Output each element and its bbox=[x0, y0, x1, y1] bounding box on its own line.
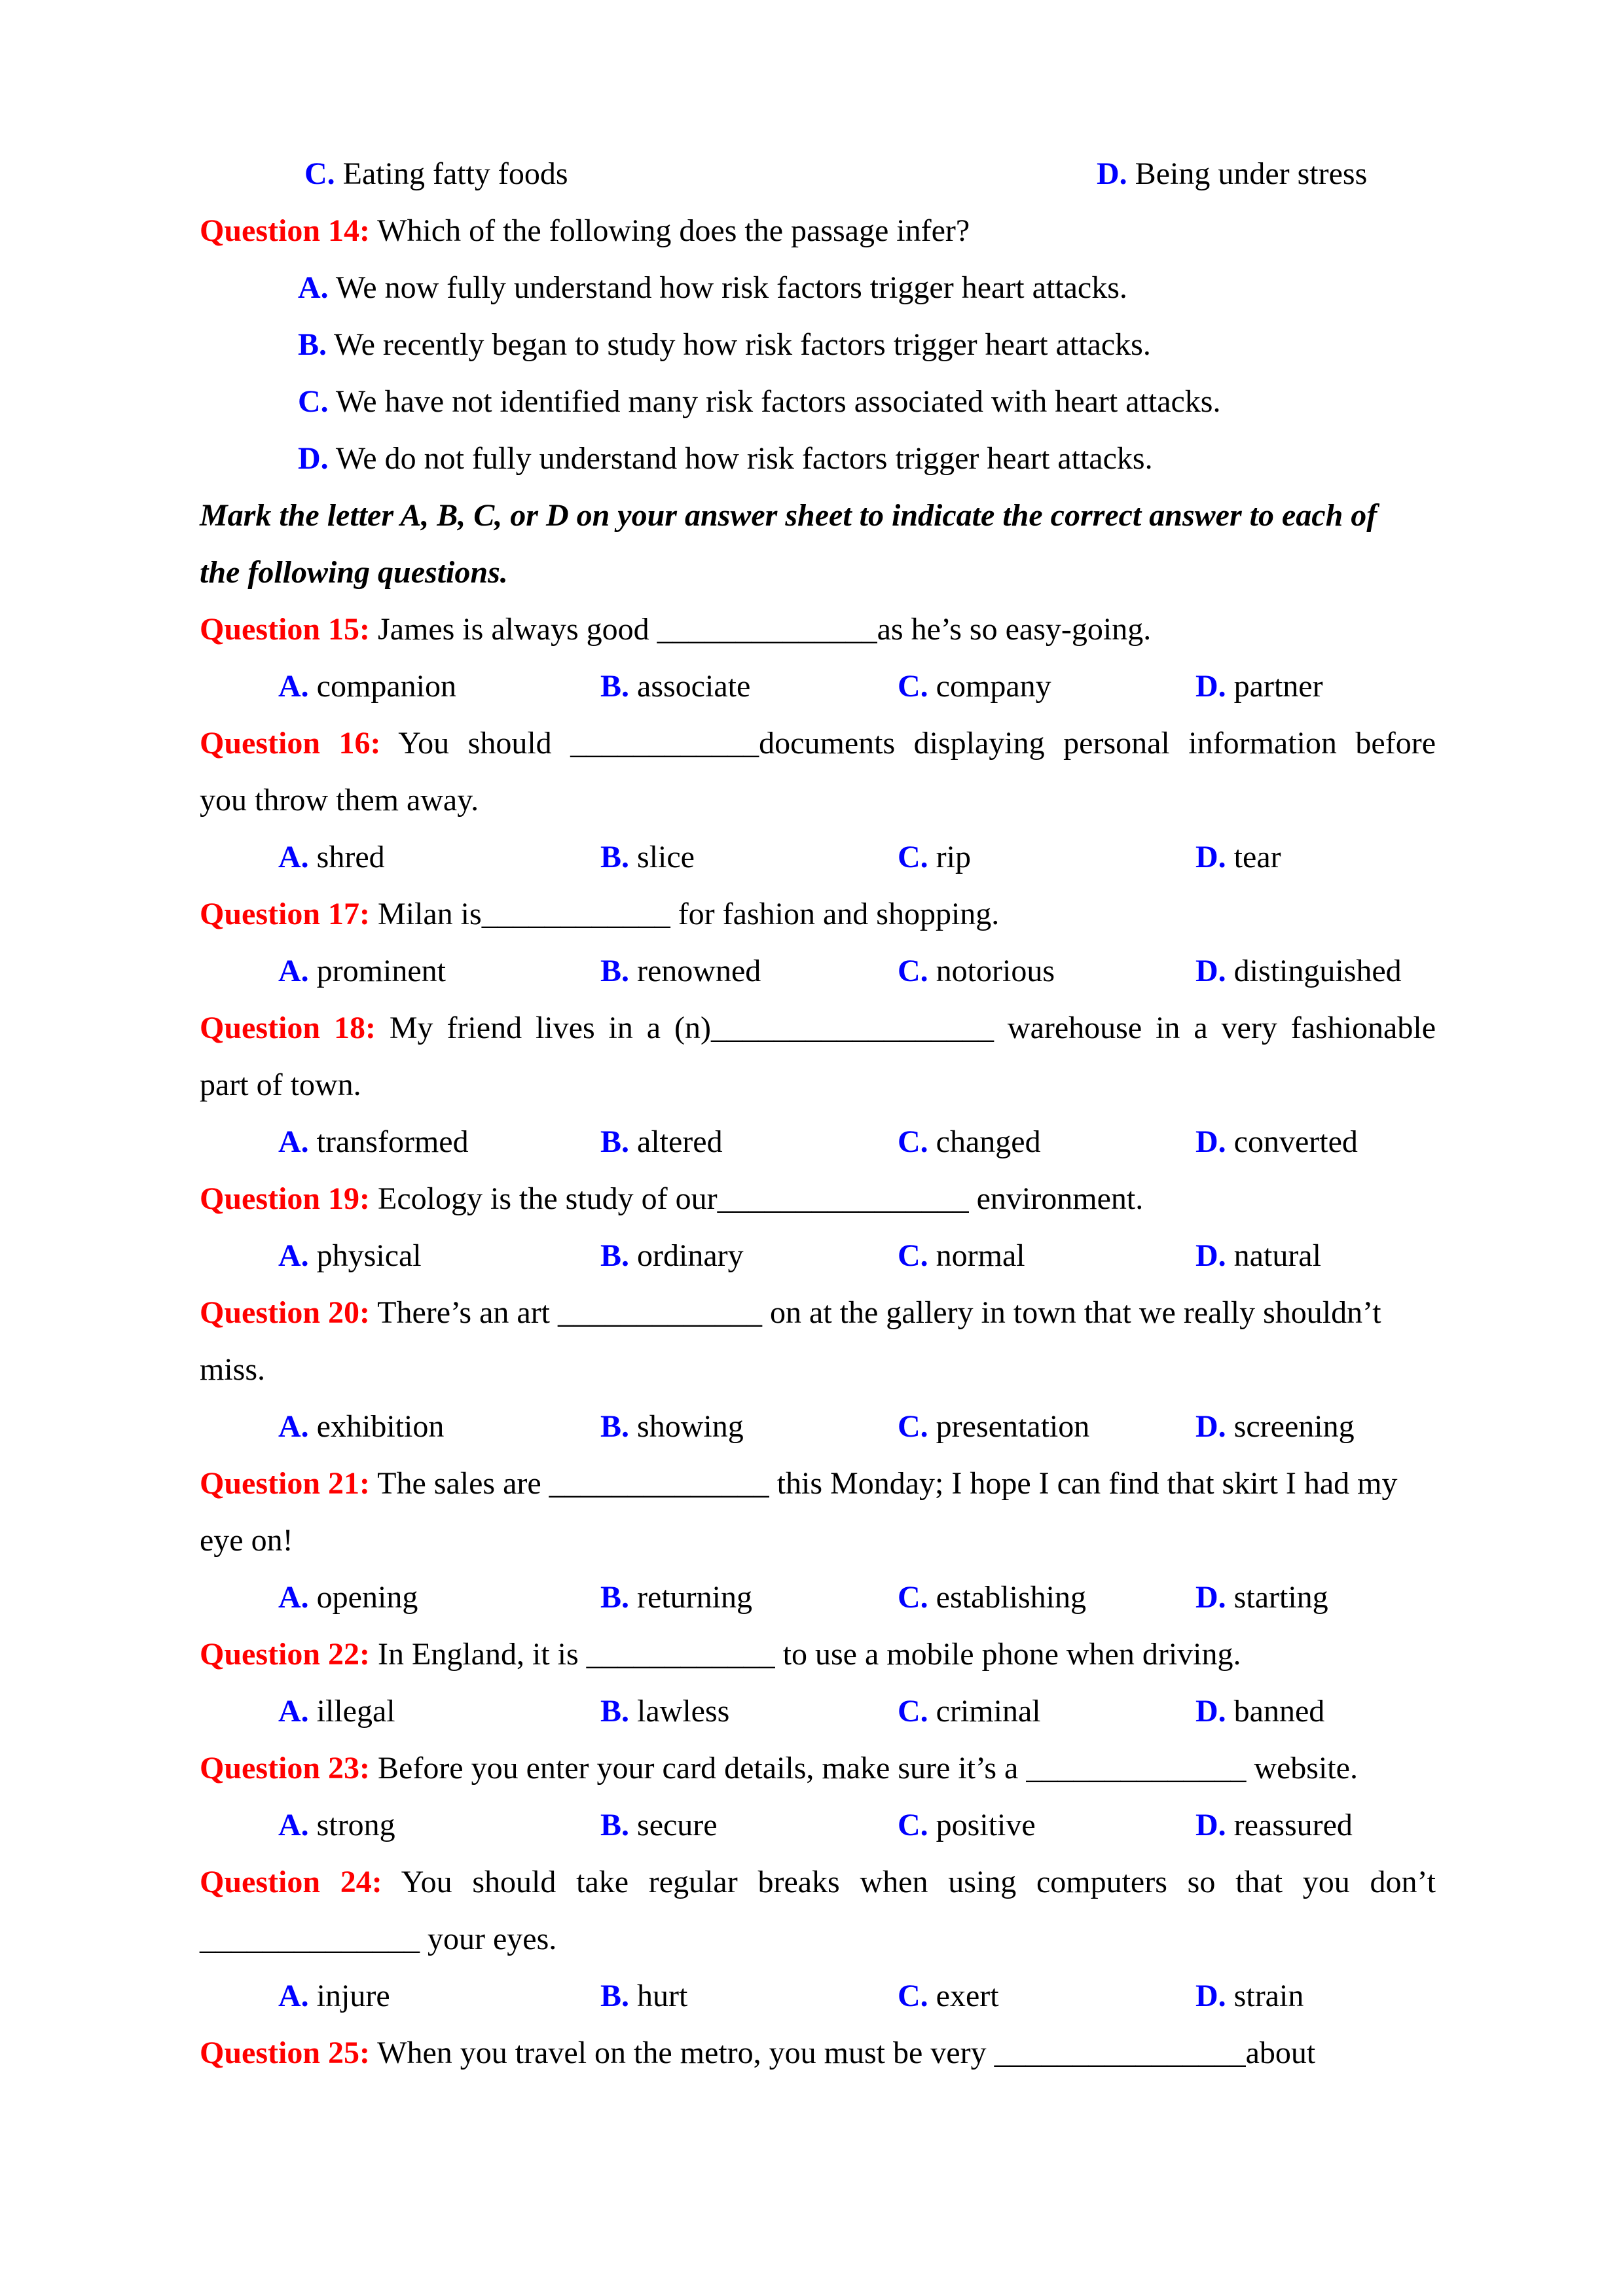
q18-option-a-text: transformed bbox=[316, 1124, 469, 1159]
q14-option-d bbox=[298, 430, 1623, 487]
q21-option-a-letter: A. bbox=[278, 1580, 309, 1615]
q15-option-d-letter: D. bbox=[1195, 669, 1226, 704]
q15-text: James is always good ______________as he’s so easy-going. bbox=[378, 612, 1152, 647]
q17-option-a bbox=[278, 942, 446, 999]
q21-text-1: The sales are ______________ this Monday; I hope I can find that skirt I had my bbox=[377, 1466, 1398, 1501]
q23-option-a-text: strong bbox=[316, 1808, 395, 1842]
q23-label: Question 23: bbox=[200, 1751, 371, 1785]
q22-option-a-text: illegal bbox=[316, 1694, 395, 1729]
q14-option-a-letter: A. bbox=[298, 270, 329, 305]
q23-options-row bbox=[0, 1797, 1623, 1854]
q16-option-b-text: slice bbox=[637, 840, 695, 874]
q24-option-c-text: exert bbox=[936, 1979, 999, 2013]
q13-option-c-letter: C. bbox=[304, 156, 335, 191]
q25-text: When you travel on the metro, you must be very ________________about bbox=[377, 2036, 1316, 2070]
q20-option-d bbox=[1195, 1398, 1355, 1455]
q18-option-d-text: converted bbox=[1233, 1124, 1358, 1159]
q19-option-b-text: ordinary bbox=[637, 1238, 744, 1273]
q20-question-line-1 bbox=[200, 1284, 1623, 1341]
q22-option-c-letter: C. bbox=[898, 1694, 928, 1729]
q22-option-c-text: criminal bbox=[936, 1694, 1041, 1729]
q20-option-a-text: exhibition bbox=[316, 1409, 445, 1444]
q23-option-b-letter: B. bbox=[600, 1808, 630, 1842]
q14-option-d-text: We do not fully understand how risk factors trigger heart attacks. bbox=[335, 441, 1153, 476]
q15-options-row bbox=[0, 658, 1623, 715]
q19-option-d bbox=[1195, 1227, 1321, 1284]
q14-question-line bbox=[200, 202, 1623, 259]
q25-label: Question 25: bbox=[200, 2036, 371, 2070]
q16-option-d bbox=[1195, 829, 1281, 886]
q21-question-line-2: eye on! bbox=[200, 1523, 293, 1558]
q22-option-b-letter: B. bbox=[600, 1694, 630, 1729]
q21-option-d bbox=[1195, 1569, 1328, 1626]
q20-option-c-text: presentation bbox=[936, 1409, 1090, 1444]
q18-option-d bbox=[1195, 1113, 1358, 1170]
q14-option-b-text: We recently began to study how risk factors trigger heart attacks. bbox=[334, 327, 1151, 362]
q17-option-c-text: notorious bbox=[936, 954, 1055, 988]
q17-option-a-letter: A. bbox=[278, 954, 309, 988]
q23-option-c bbox=[898, 1797, 1036, 1854]
q23-option-d-text: reassured bbox=[1233, 1808, 1353, 1842]
q17-option-b-text: renowned bbox=[637, 954, 761, 988]
q15-option-c-letter: C. bbox=[898, 669, 928, 704]
q20-options-row bbox=[0, 1398, 1623, 1455]
q16-label: Question 16: bbox=[200, 726, 381, 761]
q23-option-d-letter: D. bbox=[1195, 1808, 1226, 1842]
q19-option-a-letter: A. bbox=[278, 1238, 309, 1273]
q19-option-d-letter: D. bbox=[1195, 1238, 1226, 1273]
q21-options-row bbox=[0, 1569, 1623, 1626]
q21-option-c bbox=[898, 1569, 1086, 1626]
q16-options-row bbox=[0, 829, 1623, 886]
q23-text: Before you enter your card details, make sure it’s a ______________ website. bbox=[378, 1751, 1358, 1785]
q21-question-line-1 bbox=[200, 1455, 1623, 1512]
q19-option-a bbox=[278, 1227, 422, 1284]
q18-option-c bbox=[898, 1113, 1041, 1170]
q21-option-b bbox=[600, 1569, 752, 1626]
q17-text: Milan is____________ for fashion and shopping. bbox=[378, 897, 1000, 931]
q20-option-b bbox=[600, 1398, 744, 1455]
q20-option-d-text: screening bbox=[1233, 1409, 1355, 1444]
q22-label: Question 22: bbox=[200, 1637, 371, 1672]
q14-option-b-letter: B. bbox=[298, 327, 327, 362]
q16-option-d-letter: D. bbox=[1195, 840, 1226, 874]
q22-option-b bbox=[600, 1683, 729, 1740]
q23-option-b-text: secure bbox=[637, 1808, 718, 1842]
q22-option-d-letter: D. bbox=[1195, 1694, 1226, 1729]
q24-option-b-letter: B. bbox=[600, 1979, 630, 2013]
q15-option-d-text: partner bbox=[1233, 669, 1323, 704]
q24-option-c bbox=[898, 1967, 999, 2024]
q13-option-d-letter: D. bbox=[1097, 156, 1127, 191]
q23-question-line bbox=[200, 1740, 1623, 1797]
q25-question-line bbox=[200, 2024, 1623, 2081]
q13-option-c bbox=[304, 145, 568, 202]
q18-options-row bbox=[0, 1113, 1623, 1170]
q17-option-b bbox=[600, 942, 761, 999]
q18-option-a bbox=[278, 1113, 469, 1170]
q21-option-a-text: opening bbox=[316, 1580, 418, 1615]
q18-option-c-text: changed bbox=[936, 1124, 1041, 1159]
q22-options-row bbox=[0, 1683, 1623, 1740]
q14-label: Question 14: bbox=[200, 213, 371, 248]
q21-option-b-letter: B. bbox=[600, 1580, 630, 1615]
q16-text-1: You should ____________documents displaying personal information before bbox=[398, 726, 1436, 761]
q14-option-d-letter: D. bbox=[298, 441, 329, 476]
q20-option-c bbox=[898, 1398, 1089, 1455]
q15-question-line bbox=[200, 601, 1623, 658]
q18-option-d-letter: D. bbox=[1195, 1124, 1226, 1159]
q15-option-a-letter: A. bbox=[278, 669, 309, 704]
q17-options-row bbox=[0, 942, 1623, 999]
q21-option-d-letter: D. bbox=[1195, 1580, 1226, 1615]
q13-option-c-text: Eating fatty foods bbox=[342, 156, 568, 191]
q15-option-b-text: associate bbox=[637, 669, 751, 704]
q16-option-d-text: tear bbox=[1233, 840, 1281, 874]
q22-option-b-text: lawless bbox=[637, 1694, 730, 1729]
q24-label: Question 24: bbox=[200, 1865, 382, 1899]
q15-option-c-text: company bbox=[936, 669, 1051, 704]
q14-option-b bbox=[298, 316, 1623, 373]
q15-option-b-letter: B. bbox=[600, 669, 630, 704]
q20-option-a-letter: A. bbox=[278, 1409, 309, 1444]
q24-option-c-letter: C. bbox=[898, 1979, 928, 2013]
q18-option-b bbox=[600, 1113, 723, 1170]
q24-option-d-text: strain bbox=[1233, 1979, 1304, 2013]
q24-option-a-letter: A. bbox=[278, 1979, 309, 2013]
q17-option-d bbox=[1195, 942, 1402, 999]
q22-option-d-text: banned bbox=[1233, 1694, 1325, 1729]
q24-options-row bbox=[0, 1967, 1623, 2024]
q20-question-line-2: miss. bbox=[200, 1352, 266, 1387]
q17-option-d-letter: D. bbox=[1195, 954, 1226, 988]
q21-option-c-letter: C. bbox=[898, 1580, 928, 1615]
q16-question-line-1 bbox=[200, 715, 1436, 772]
q16-option-a-text: shred bbox=[316, 840, 385, 874]
q15-option-a-text: companion bbox=[316, 669, 456, 704]
q17-option-b-letter: B. bbox=[600, 954, 630, 988]
q24-question-line-2: ______________ your eyes. bbox=[200, 1922, 557, 1956]
q16-option-b bbox=[600, 829, 695, 886]
q24-question-line-1 bbox=[200, 1854, 1436, 1910]
q14-option-a-text: We now fully understand how risk factors trigger heart attacks. bbox=[335, 270, 1127, 305]
q14-option-c-letter: C. bbox=[298, 384, 329, 419]
q15-label: Question 15: bbox=[200, 612, 371, 647]
q14-option-c-text: We have not identified many risk factors associated with heart attacks. bbox=[335, 384, 1221, 419]
q13-options-row bbox=[0, 145, 1623, 202]
q19-option-a-text: physical bbox=[316, 1238, 422, 1273]
q19-option-d-text: natural bbox=[1233, 1238, 1321, 1273]
q18-text-1: My friend lives in a (n)__________________ warehouse in a very fashionable bbox=[389, 1011, 1436, 1045]
q15-option-b bbox=[600, 658, 750, 715]
q20-label: Question 20: bbox=[200, 1295, 371, 1330]
q16-option-c-text: rip bbox=[936, 840, 971, 874]
q18-option-a-letter: A. bbox=[278, 1124, 309, 1159]
q20-option-b-text: showing bbox=[637, 1409, 744, 1444]
q16-option-c bbox=[898, 829, 971, 886]
q19-option-c-letter: C. bbox=[898, 1238, 928, 1273]
q18-label: Question 18: bbox=[200, 1011, 376, 1045]
q21-option-d-text: starting bbox=[1233, 1580, 1328, 1615]
q23-option-b bbox=[600, 1797, 718, 1854]
q24-option-b-text: hurt bbox=[637, 1979, 688, 2013]
q19-label: Question 19: bbox=[200, 1181, 371, 1216]
q23-option-c-text: positive bbox=[936, 1808, 1036, 1842]
q19-question-line bbox=[200, 1170, 1623, 1227]
q14-text: Which of the following does the passage infer? bbox=[377, 213, 970, 248]
q17-option-c-letter: C. bbox=[898, 954, 928, 988]
q19-option-c-text: normal bbox=[936, 1238, 1025, 1273]
q20-option-c-letter: C. bbox=[898, 1409, 928, 1444]
q18-question-line-2: part of town. bbox=[200, 1067, 361, 1102]
q18-option-b-text: altered bbox=[637, 1124, 723, 1159]
q24-option-d bbox=[1195, 1967, 1304, 2024]
q13-option-d-text: Being under stress bbox=[1135, 156, 1368, 191]
q16-option-c-letter: C. bbox=[898, 840, 928, 874]
q21-option-b-text: returning bbox=[637, 1580, 752, 1615]
q15-option-d bbox=[1195, 658, 1323, 715]
q15-option-a bbox=[278, 658, 456, 715]
q19-option-c bbox=[898, 1227, 1025, 1284]
q19-options-row bbox=[0, 1227, 1623, 1284]
q24-text-1: You should take regular breaks when using computers so that you don’t bbox=[401, 1865, 1436, 1899]
q24-option-b bbox=[600, 1967, 687, 2024]
q20-option-d-letter: D. bbox=[1195, 1409, 1226, 1444]
q21-option-a bbox=[278, 1569, 418, 1626]
q19-option-b bbox=[600, 1227, 744, 1284]
q22-text: In England, it is ____________ to use a mobile phone when driving. bbox=[378, 1637, 1241, 1672]
instruction-line-1: Mark the letter A, B, C, or D on your answer sheet to indicate the correct answer to each of bbox=[200, 498, 1377, 533]
q24-option-a bbox=[278, 1967, 390, 2024]
q13-option-d bbox=[1097, 145, 1367, 202]
q22-option-c bbox=[898, 1683, 1041, 1740]
q14-option-c bbox=[298, 373, 1623, 430]
q23-option-a-letter: A. bbox=[278, 1808, 309, 1842]
q17-option-d-text: distinguished bbox=[1233, 954, 1402, 988]
instruction-line-2: the following questions. bbox=[200, 555, 508, 590]
q15-option-c bbox=[898, 658, 1051, 715]
q20-option-b-letter: B. bbox=[600, 1409, 630, 1444]
q24-option-d-letter: D. bbox=[1195, 1979, 1226, 2013]
q22-question-line bbox=[200, 1626, 1623, 1683]
q16-option-a bbox=[278, 829, 385, 886]
q20-option-a bbox=[278, 1398, 444, 1455]
q17-label: Question 17: bbox=[200, 897, 371, 931]
q23-option-c-letter: C. bbox=[898, 1808, 928, 1842]
q21-label: Question 21: bbox=[200, 1466, 371, 1501]
q17-option-c bbox=[898, 942, 1055, 999]
q14-option-a bbox=[298, 259, 1623, 316]
q22-option-a bbox=[278, 1683, 395, 1740]
q16-option-a-letter: A. bbox=[278, 840, 309, 874]
q18-option-c-letter: C. bbox=[898, 1124, 928, 1159]
q22-option-d bbox=[1195, 1683, 1324, 1740]
q16-option-b-letter: B. bbox=[600, 840, 630, 874]
q19-text: Ecology is the study of our________________ environment. bbox=[378, 1181, 1144, 1216]
q17-question-line bbox=[200, 886, 1623, 942]
q17-option-a-text: prominent bbox=[316, 954, 446, 988]
q21-option-c-text: establishing bbox=[936, 1580, 1086, 1615]
q18-option-b-letter: B. bbox=[600, 1124, 630, 1159]
q19-option-b-letter: B. bbox=[600, 1238, 630, 1273]
q23-option-d bbox=[1195, 1797, 1353, 1854]
q22-option-a-letter: A. bbox=[278, 1694, 309, 1729]
q20-text-1: There’s an art _____________ on at the gallery in town that we really shouldn’t bbox=[377, 1295, 1381, 1330]
q23-option-a bbox=[278, 1797, 395, 1854]
q16-question-line-2: you throw them away. bbox=[200, 783, 479, 817]
q18-question-line-1 bbox=[200, 999, 1436, 1056]
q24-option-a-text: injure bbox=[316, 1979, 390, 2013]
